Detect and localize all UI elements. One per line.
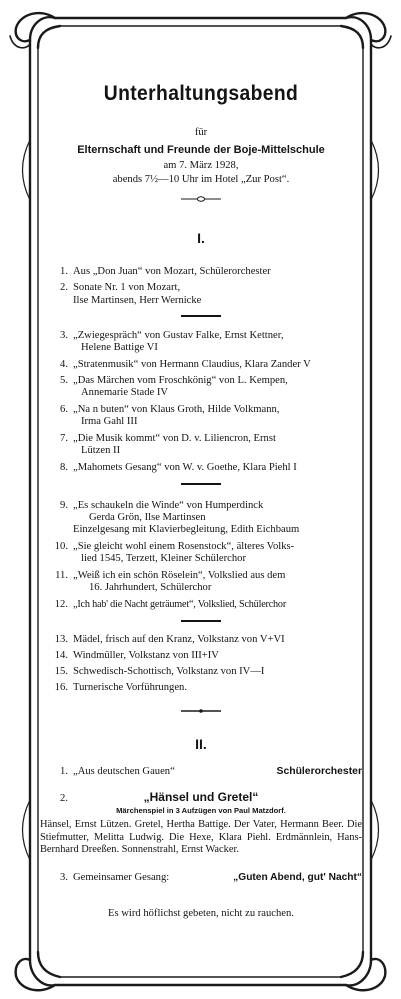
cast-list: Hänsel, Ernst Lützen. Gretel, Hertha Battige. Der Vater, Hermann Beer. Die Stiefmutter, Melitta Ludwig. Die Hexe, Klara Piehl. Erdmännlein, Hans-Bernhard Dreeßen. Sonnenstrahl, Ernst Wacker. [40,819,362,856]
item-number: 14. [54,650,68,661]
item-performers: lied 1545, Terzett, Kleiner Schülerchor [81,553,246,564]
item-number: 1. [60,266,68,277]
play-subtitle: Märchenspiel in 3 Aufzügen von Paul Matzdorf. [116,806,286,815]
item-text: Mädel, frisch auf den Kranz, Volkstanz von V+VI [73,634,285,645]
item-performers: Annemarie Stade IV [81,387,169,398]
item-text: Aus „Don Juan“ von Mozart, Schülerorchester [73,266,271,277]
item-number: 2. [60,793,68,804]
item-number: 9. [60,500,68,511]
item-number: 6. [60,404,68,415]
program-sheet [40,60,362,940]
item-number: 3. [60,872,68,883]
time-place-line: abends 7½—10 Uhr im Hotel „Zur Post“. [112,174,290,185]
item-performers: Einzelgesang mit Klavierbegleitung, Edith Eichbaum [73,524,300,535]
divider-rule [181,620,221,622]
item-number: 12. [54,599,68,610]
ornament-divider [181,196,221,202]
item-number: 13. [54,634,68,645]
item-text: Windmüller, Volkstanz von III+IV [73,650,219,661]
item-number: 15. [54,666,68,677]
item-text: Turnerische Vorführungen. [73,682,187,693]
item-text: „Sie gleicht wohl einem Rosenstock“, älteres Volks- [73,541,295,552]
item-text: Gemeinsamer Gesang: [73,872,170,883]
item-performers: Schülerorchester [276,766,362,777]
item-number: 5. [60,375,68,386]
item-text: „Es schaukeln die Winde“ von Humperdinck [73,500,264,511]
item-text: Schwedisch-Schottisch, Volkstanz von IV—I [73,666,265,677]
divider-rule [181,483,221,485]
item-text: „Das Märchen vom Froschkönig“ von L. Kempen, [73,375,288,386]
item-number: 4. [60,359,68,370]
page-title: Unterhaltungsabend [103,82,299,105]
for-label: für [194,127,208,138]
item-number: 10. [54,541,68,552]
section-heading-1: I. [197,230,205,246]
audience-line: Elternschaft und Freunde der Boje-Mittelschule [77,144,325,156]
item-text: „Ich hab' die Nacht geträumet“, Volkslied, Schülerchor [73,599,287,610]
footer-note: Es wird höflichst gebeten, nicht zu rauchen. [108,908,294,919]
item-performers: Gerda Grön, Ilse Martinsen [89,512,206,523]
item-performers: 16. Jahrhundert, Schülerchor [89,582,212,593]
section-heading-2: II. [195,736,207,752]
item-text: „Mahomets Gesang“ von W. v. Goethe, Klara Piehl I [73,462,297,473]
item-number: 3. [60,330,68,341]
item-text: Sonate Nr. 1 von Mozart, [73,282,181,293]
item-number: 11. [55,570,68,581]
item-text: „Na n buten“ von Klaus Groth, Hilde Volkmann, [73,404,280,415]
item-performers: Ilse Martinsen, Herr Wernicke [73,295,202,306]
item-number: 7. [60,433,68,444]
ornament-divider [181,708,221,714]
divider-rule [181,315,221,317]
item-performers: Irma Gahl III [81,416,138,427]
item-text: „Zwiegespräch“ von Gustav Falke, Ernst Kettner, [73,330,284,341]
date-line: am 7. März 1928, [163,160,239,171]
song-title: „Guten Abend, gut' Nacht“ [233,872,362,883]
item-performers: Lützen II [81,445,121,456]
item-performers: Helene Battige VI [81,342,158,353]
play-title: „Hänsel und Gretel“ [143,790,259,804]
item-number: 8. [60,462,68,473]
item-text: „Weiß ich ein schön Röselein“, Volkslied aus dem [73,570,286,581]
item-number: 2. [60,282,68,293]
item-number: 1. [60,766,68,777]
item-text: „Aus deutschen Gauen“ [73,766,175,777]
item-number: 16. [54,682,68,693]
item-text: „Die Musik kommt“ von D. v. Liliencron, Ernst [73,433,276,444]
item-text: „Stratenmusik“ von Hermann Claudius, Klara Zander V [73,359,311,370]
